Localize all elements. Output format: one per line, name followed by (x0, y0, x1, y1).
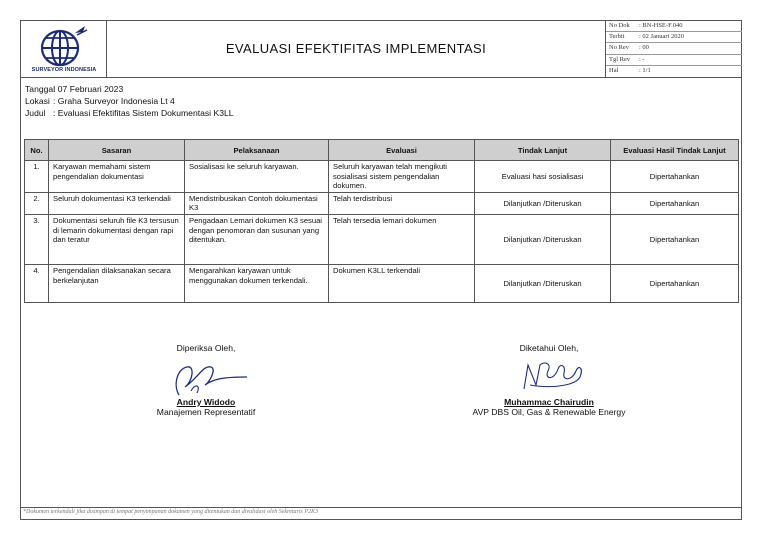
cell-pelaksanaan: Pengadaan Lemari dokumen K3 sesuai dengan penomoran dan susunan yang ditentukan. (185, 214, 329, 264)
doc-info-row: Tgl Rev : - (606, 55, 742, 66)
meta-lokasi: Lokasi : Graha Surveyor Indonesia Lt 4 (25, 96, 175, 107)
signature-left-title: Diperiksa Oleh, (176, 343, 236, 353)
doc-info-row: Hal : 1/1 (609, 66, 651, 74)
cell-sasaran: Dokumentasi seluruh file K3 tersusun di lemarin dokumentasi dengan rapi dan teratur (49, 214, 185, 264)
column-header-pelaksanaan: Pelaksanaan (185, 140, 329, 161)
signature-right-role: AVP DBS Oil, Gas & Renewable Energy (472, 407, 626, 417)
column-header-no: No. (25, 140, 49, 161)
footer-note: *Dokumen terkendali jika disimpan di tempat penyimpanan dokumen yang ditentukan dan divalidasi oleh Sekretaris P2K3 (23, 509, 319, 515)
logo-text: SURVEYOR INDONESIA (31, 67, 97, 73)
document-header (21, 21, 741, 78)
cell-pelaksanaan: Sosialisasi ke seluruh karyawan. (185, 161, 329, 193)
cell-evaluasi-hasil: Dipertahankan (611, 214, 739, 264)
table-row (25, 264, 739, 302)
document-frame (20, 20, 742, 520)
footer-divider (21, 507, 741, 508)
cell-sasaran: Karyawan memahami sistem pengendalian dokumentasi (49, 161, 185, 193)
column-header-sasaran: Sasaran (49, 140, 185, 161)
cell-evaluasi: Telah terdistribusi (329, 192, 475, 214)
signature-right-title: Diketahui Oleh, (519, 343, 579, 353)
cell-evaluasi: Telah tersedia lemari dokumen (329, 214, 475, 264)
signature-block-left (111, 343, 301, 417)
document-title: EVALUASI EFEKTIFITAS IMPLEMENTASI (225, 41, 487, 56)
table-header-row (25, 140, 739, 161)
signature-left-role: Manajemen Representatif (156, 407, 256, 417)
signature-left-name: Andry Widodo (176, 397, 236, 407)
cell-evaluasi-hasil: Dipertahankan (611, 192, 739, 214)
cell-sasaran: Seluruh dokumentasi K3 terkendali (49, 192, 185, 214)
cell-tindak-lanjut: Dilanjutkan /Diteruskan (475, 192, 611, 214)
doc-info-row: No Rev : 00 (606, 43, 742, 54)
table-row (25, 214, 739, 264)
table-row (25, 192, 739, 214)
cell-evaluasi: Seluruh karyawan telah mengikuti sosialisasi sistem pengendalian dokumen. (329, 161, 475, 193)
handwritten-signature-icon (151, 355, 261, 399)
table-row (25, 161, 739, 193)
logo-cell (21, 21, 107, 77)
evaluation-table (24, 139, 739, 303)
column-header-tindak-lanjut: Tindak Lanjut (475, 140, 611, 161)
cell-sasaran: Pengendalian dilaksanakan secara berkelanjutan (49, 264, 185, 302)
cell-no: 2. (25, 192, 49, 214)
cell-no: 1. (25, 161, 49, 193)
cell-tindak-lanjut: Evaluasi hasi sosialisasi (475, 161, 611, 193)
cell-no: 4. (25, 264, 49, 302)
cell-evaluasi: Dokumen K3LL terkendali (329, 264, 475, 302)
cell-pelaksanaan: Mengarahkan karyawan untuk menggunakan dokumen terkendali. (185, 264, 329, 302)
handwritten-signature-icon (494, 355, 604, 399)
meta-judul: Judul : Evaluasi Efektifitas Sistem Dokumentasi K3LL (25, 108, 234, 119)
cell-evaluasi-hasil: Dipertahankan (611, 161, 739, 193)
signature-block-right (449, 343, 649, 417)
column-header-evaluasi: Evaluasi (329, 140, 475, 161)
cell-evaluasi-hasil: Dipertahankan (611, 264, 739, 302)
cell-tindak-lanjut: Dilanjutkan /Diteruskan (475, 264, 611, 302)
doc-info-row: No Dok : BN-HSE-F.040 (606, 21, 742, 32)
doc-info-row: Terbit : 02 Januari 2020 (606, 32, 742, 43)
cell-pelaksanaan: Mendistribusikan Contoh dokumentasi K3 (185, 192, 329, 214)
cell-tindak-lanjut: Dilanjutkan /Diteruskan (475, 214, 611, 264)
surveyor-indonesia-globe-icon (33, 24, 93, 68)
cell-no: 3. (25, 214, 49, 264)
column-header-evaluasi-hasil: Evaluasi Hasil Tindak Lanjut (611, 140, 739, 161)
document-info-block (605, 21, 742, 77)
meta-tanggal: Tanggal : 07 Februari 2023 (25, 84, 124, 94)
document-meta (25, 83, 234, 120)
signature-right-name: Muhammac Chairudin (504, 397, 594, 407)
